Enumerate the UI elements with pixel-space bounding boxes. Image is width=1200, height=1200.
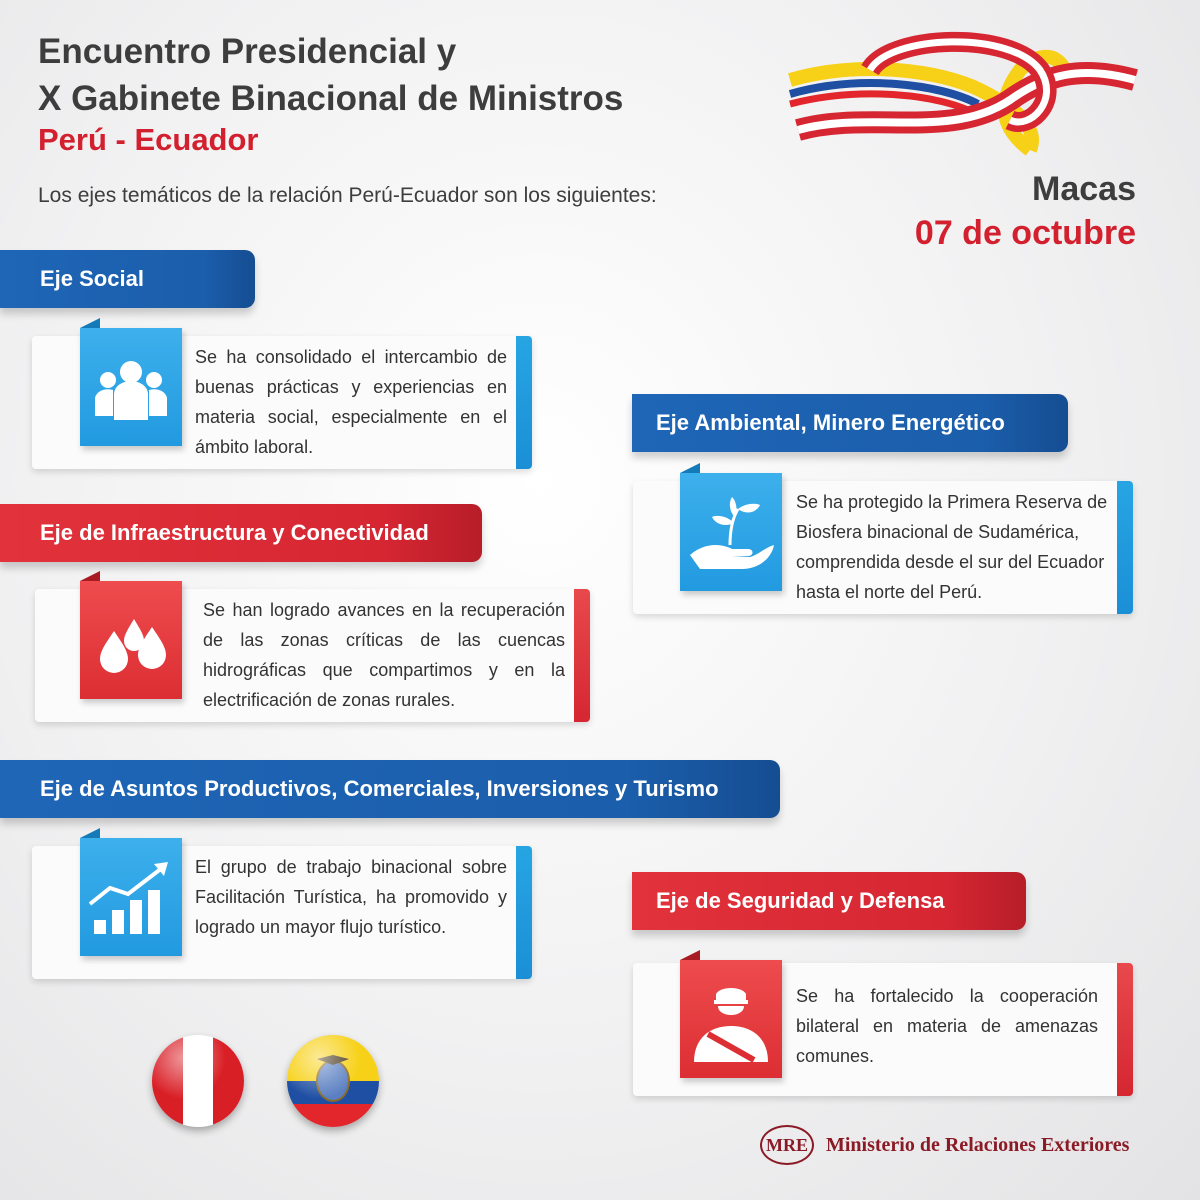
ribbon-fold [80,318,100,328]
axis-text: Se ha consolidado el intercambio de buenas prácticas y experiencias en materia social, especialmente en el ámbito laboral. [195,347,507,457]
intro-text: Los ejes temáticos de la relación Perú-Ecuador son los siguientes: [38,184,657,207]
axis-title: Eje de Asuntos Productivos, Comerciales, Inversiones y Turismo [40,776,719,801]
ecuador-flag-icon [287,1035,379,1127]
card-stripe [516,846,532,979]
flag-gloss [152,1035,244,1127]
ribbon-fold [680,950,700,960]
axis-title: Eje de Seguridad y Defensa [656,888,945,913]
ribbon-fold [80,571,100,581]
card-stripe [574,589,590,722]
flag-gloss [287,1035,379,1127]
axis-title: Eje de Infraestructura y Conectividad [40,520,429,545]
flags-knot-illustration [780,30,1150,160]
growth-chart-icon [80,838,182,956]
axis-icon-box [80,581,182,699]
card-stripe [1117,963,1133,1096]
axis-icon-box [80,328,182,446]
water-drops-icon [80,581,182,699]
axis-banner-environmental [632,394,1068,452]
ministry-name: Ministerio de Relaciones Exteriores [826,1133,1130,1156]
hand-plant-icon [680,473,782,591]
axis-title: Eje Ambiental, Minero Energético [656,410,1005,435]
card-stripe [516,336,532,469]
peru-flag-icon [152,1035,244,1127]
axis-text: Se ha fortalecido la cooperación bilateral en materia de amenazas comunes. [796,986,1098,1066]
ribbon-fold [80,828,100,838]
subtitle: Perú - Ecuador [38,122,259,157]
axis-banner-security [632,872,1026,930]
axis-text: El grupo de trabajo binacional sobre Facilitación Turística, ha promovido y logrado un mayor flujo turístico. [195,857,507,937]
card-stripe [1117,481,1133,614]
ministry-logo: MRE [760,1125,814,1165]
axis-banner-infrastructure [0,504,482,562]
axis-icon-box [680,473,782,591]
title-line-1: Encuentro Presidencial y [38,32,457,71]
axis-text: Se ha protegido la Primera Reserva de Biosfera binacional de Sudamérica, comprendida desde el sur del Ecuador hasta el norte del Perú. [796,492,1108,602]
page-title [38,28,623,122]
city-label: Macas [1032,170,1136,208]
axis-banner-productive [0,760,780,818]
axis-icon-box [80,838,182,956]
ribbon-fold [680,463,700,473]
ministry-footer [760,1125,1129,1165]
axis-icon-box [680,960,782,1078]
axis-text: Se han logrado avances en la recuperación de las zonas críticas de las cuencas hidrográficas que compartimos y en la electrificación de zonas rurales. [203,600,565,710]
axis-title: Eje Social [40,266,144,291]
title-line-2: X Gabinete Binacional de Ministros [38,79,624,118]
date-label: 07 de octubre [914,214,1136,252]
officer-icon [680,960,782,1078]
axis-banner-social [0,250,255,308]
people-icon [80,328,182,446]
